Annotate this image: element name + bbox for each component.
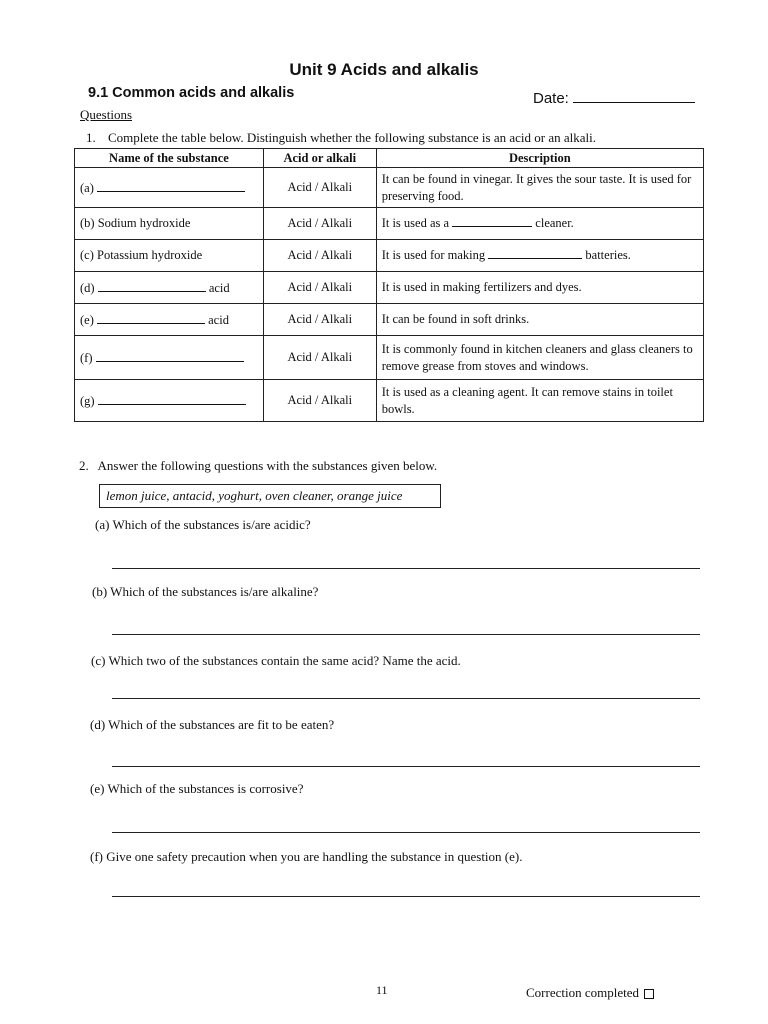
subquestion-f: (f) Give one safety precaution when you are handling the substance in question (e). (90, 849, 523, 864)
correction-label: Correction completed (526, 985, 639, 1000)
description-cell: It is used as a cleaner. (376, 208, 703, 240)
section-subtitle: 9.1 Common acids and alkalis (88, 85, 295, 101)
question-1-instruction (86, 130, 596, 146)
row-label: (c) (80, 248, 94, 262)
substance-name: Potassium hydroxide (97, 248, 203, 262)
answer-blank[interactable] (97, 180, 245, 192)
answer-blank[interactable] (452, 215, 532, 227)
substance-name-cell (75, 240, 264, 272)
subquestion-a: (a) Which of the substances is/are acidic? (95, 517, 311, 532)
name-suffix: acid (208, 312, 229, 327)
row-label: (a) (80, 180, 94, 195)
answer-blank[interactable] (98, 393, 246, 405)
answer-line-c[interactable] (112, 698, 700, 699)
subquestion-d: (d) Which of the substances are fit to be eaten? (90, 717, 335, 732)
table-row (75, 208, 704, 240)
answer-blank[interactable] (97, 312, 205, 324)
substance-name: Sodium hydroxide (97, 216, 191, 230)
page-number: 11 (376, 983, 388, 997)
question-1-number: 1. (86, 130, 96, 145)
column-header-name: Name of the substance (75, 149, 264, 168)
substance-name-cell (75, 304, 264, 336)
acid-or-alkali-cell[interactable]: Acid / Alkali (263, 168, 376, 208)
answer-blank[interactable] (488, 247, 582, 259)
acid-or-alkali-cell[interactable]: Acid / Alkali (263, 380, 376, 422)
acid-or-alkali-cell[interactable]: Acid / Alkali (263, 208, 376, 240)
table-row (75, 304, 704, 336)
table-row (75, 272, 704, 304)
column-header-description: Description (376, 149, 703, 168)
description-cell: It can be found in vinegar. It gives the sour taste. It is used for preserving food. (376, 168, 703, 208)
description-cell: It is used for making batteries. (376, 240, 703, 272)
table-header-row (75, 149, 704, 168)
answer-line-e[interactable] (112, 832, 700, 833)
date-field (533, 88, 695, 107)
description-cell: It can be found in soft drinks. (376, 304, 703, 336)
answer-line-f[interactable] (112, 896, 700, 897)
substance-name-cell (75, 208, 264, 240)
answer-blank[interactable] (98, 280, 206, 292)
question-1-text: Complete the table below. Distinguish whether the following substance is an acid or an alkali. (108, 130, 596, 145)
description-cell: It is used in making fertilizers and dyes. (376, 272, 703, 304)
question-2-instruction (79, 458, 437, 474)
table-row (75, 240, 704, 272)
acid-or-alkali-cell[interactable]: Acid / Alkali (263, 272, 376, 304)
substance-name-cell (75, 272, 264, 304)
answer-line-b[interactable] (112, 634, 700, 635)
table-row (75, 168, 704, 208)
page-title: Unit 9 Acids and alkalis (289, 60, 479, 79)
row-label: (e) (80, 312, 94, 327)
answer-line-a[interactable] (112, 568, 700, 569)
question-2-number: 2. (79, 458, 89, 473)
correction-checkbox[interactable] (644, 989, 654, 999)
question-2-text: Answer the following questions with the substances given below. (97, 458, 438, 473)
description-cell: It is commonly found in kitchen cleaners and glass cleaners to remove grease from stoves and windows. (376, 336, 703, 380)
acid-or-alkali-cell[interactable]: Acid / Alkali (263, 304, 376, 336)
questions-heading: Questions (80, 107, 132, 122)
substance-name-cell (75, 336, 264, 380)
acid-or-alkali-cell[interactable]: Acid / Alkali (263, 240, 376, 272)
acid-or-alkali-cell[interactable]: Acid / Alkali (263, 336, 376, 380)
row-label: (g) (80, 393, 95, 408)
row-label: (d) (80, 280, 95, 295)
answer-line-d[interactable] (112, 766, 700, 767)
answer-blank[interactable] (96, 350, 244, 362)
table-row (75, 336, 704, 380)
table-row (75, 380, 704, 422)
correction-completed (526, 985, 654, 1001)
substance-name-cell (75, 380, 264, 422)
date-blank[interactable] (573, 88, 695, 103)
subquestion-e: (e) Which of the substances is corrosive? (90, 781, 304, 796)
name-suffix: acid (208, 280, 230, 295)
substance-name-cell (75, 168, 264, 208)
description-cell: It is used as a cleaning agent. It can remove stains in toilet bowls. (376, 380, 703, 422)
row-label: (b) (80, 216, 95, 230)
column-header-type: Acid or alkali (263, 149, 376, 168)
subquestion-c: (c) Which two of the substances contain the same acid? Name the acid. (91, 653, 461, 668)
subquestion-b: (b) Which of the substances is/are alkaline? (92, 584, 319, 599)
substances-box: lemon juice, antacid, yoghurt, oven cleaner, orange juice (99, 484, 441, 508)
row-label: (f) (80, 350, 93, 365)
date-label: Date: (533, 90, 569, 107)
substance-table (74, 148, 704, 422)
